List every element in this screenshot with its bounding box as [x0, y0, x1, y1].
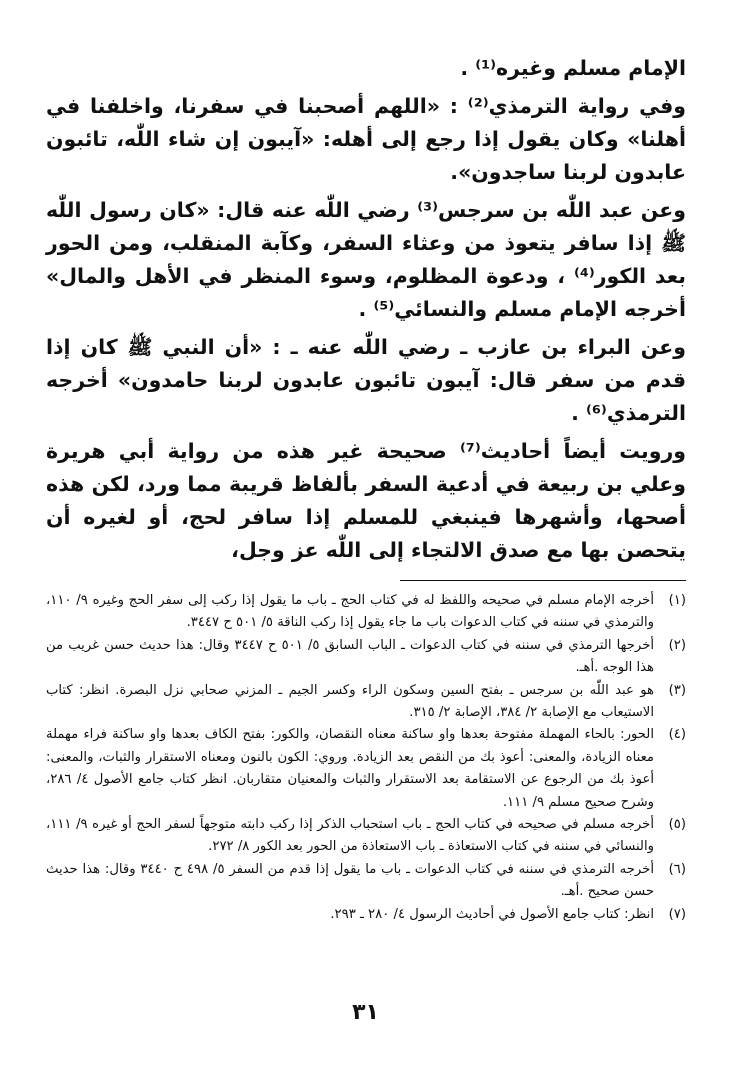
paragraph: وعن البراء بن عازب ـ رضي اللّٰه عنه ـ : «أن النبي ﷺ كان إذا قدم من سفر قال: آيبون تائبون عابدون لربنا حامدون» أخرجه الترمذي⁽⁶⁾ . [46, 335, 686, 425]
footnote [46, 590, 686, 635]
paragraph: ورويت أيضاً أحاديث⁽⁷⁾ صحيحة غير هذه من رواية أبي هريرة وعلي بن ربيعة في أدعية السفر بألفاظ قريبة مما ورد، لكن هذه أصحها، وأشهرها فينبغي للمسلم إذا سافر لحج، أو لغيره أن يتحصن بها مع صدق الالتجاء إلى اللّٰه عز وجل، [46, 439, 686, 562]
footnote-number: (٤) [668, 727, 686, 743]
footnote-number: (٣) [668, 682, 686, 698]
footnote-text: أخرجه الإمام مسلم في صحيحه واللفظ له في كتاب الحج ـ باب ما يقول إذا ركب إلى سفر الحج وغيره ٩/ ١١٠، والترمذي في سننه في كتاب الدعوات باب ما جاء يقول إذا ركب الناقة ٥/ ٥٠١ ح ٣٤٤٧. [46, 593, 654, 631]
footnote-text: هو عبد اللّٰه بن سرجس ـ بفتح السين وسكون الراء وكسر الجيم ـ المزني صحابي نزل البصرة. انظر: كتاب الاستيعاب مع الإصابة ٢/ ٣٨٤، الإصابة ٢/ ٣١٥. [46, 682, 654, 721]
footnote-number: (١) [668, 593, 686, 608]
main-text [46, 52, 686, 567]
paragraph: الإمام مسلم وغيره⁽¹⁾ . [460, 56, 686, 80]
footnote-number: (٢) [668, 637, 686, 653]
footnote-number: (٥) [668, 817, 686, 833]
footnote [46, 859, 686, 904]
footnote [46, 680, 686, 725]
page-content [46, 52, 686, 926]
paragraph: وعن عبد اللّٰه بن سرجس⁽³⁾ رضي اللّٰه عنه قال: «كان رسول اللّٰه ﷺ إذا سافر يتعوذ من وعثاء السفر، وكآبة المنقلب، ومن الحور بعد الكور⁽⁴⁾ ، ودعوة المظلوم، وسوء المنظر في الأهل والمال» أخرجه الإمام مسلم والنسائي⁽⁵⁾ . [46, 198, 687, 321]
footnote-number: (٦) [668, 861, 686, 877]
footnote-text: أخرجه مسلم في صحيحه في كتاب الحج ـ باب استحباب الذكر إذا ركب دابته متوجهاً لسفر الحج أو غيره ٩/ ١١١، والنسائي في سننه في كتاب الاستعاذة ـ باب الاستعاذة من الحور بعد الكور ٨/ ٢٧٢. [46, 817, 654, 855]
footnote [46, 635, 686, 680]
footnote-text: انظر: كتاب جامع الأصول في أحاديث الرسول ٤/ ٢٨٠ ـ ٢٩٣. [330, 906, 654, 922]
footnote-text: أخرجه الترمذي في سننه في كتاب الدعوات ـ باب ما يقول إذا قدم من السفر ٥/ ٤٩٨ ح ٣٤٤٠ وقال: هذا حديث حسن صحيح .أهـ. [46, 861, 654, 900]
footnote-text: الحور: بالحاء المهملة مفتوحة بعدها واو ساكنة معناه النقصان، والكور: بفتح الكاف بعدها واو ساكنة فراء مهملة معناه الزيادة، والمعنى: أعوذ بك من النقص بعد الزيادة. وروي: الكون بالنون ومعناه الاستقرار والثبات، والمعنى: أعوذ بك من الرجوع عن الاستقامة بعد الاستقرار والثبات والمعنيان متقاربان. انظر كتاب جامع الأصول ٤/ ٢٨٦، وشرح صحيح مسلم ٩/ ١١١. [46, 727, 654, 810]
footnotes [46, 590, 686, 926]
paragraph: وفي رواية الترمذي⁽²⁾ : «اللهم أصحبنا في سفرنا، واخلفنا في أهلنا» وكان يقول إذا رجع إلى أهله: «آيبون إن شاء اللّٰه، تائبون عابدون لربنا ساجدون». [46, 94, 686, 184]
footnote [46, 904, 686, 926]
footnote-separator [400, 580, 686, 581]
footnote [46, 724, 686, 814]
page-number: ٣١ [352, 1000, 379, 1025]
footnote-text: أخرجها الترمذي في سننه في كتاب الدعوات ـ الباب السابق ٥/ ٥٠١ ح ٣٤٤٧ وقال: هذا حديث حسن غريب من هذا الوجه .أهـ. [46, 637, 655, 676]
footnote-number: (٧) [668, 906, 686, 922]
footnote [46, 814, 686, 859]
